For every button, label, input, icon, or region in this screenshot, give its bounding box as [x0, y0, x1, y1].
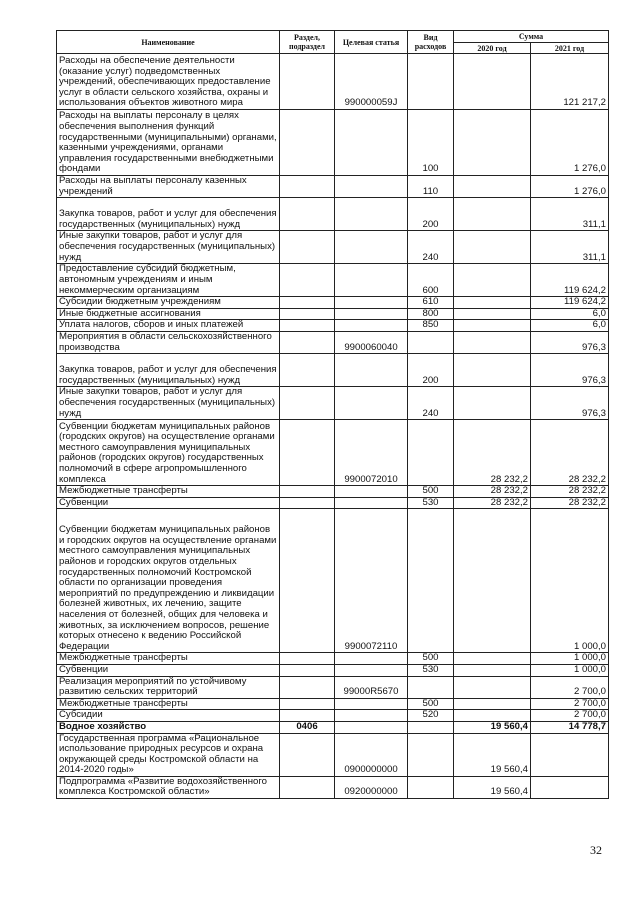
row-name: Субсидии бюджетным учреждениям	[57, 297, 280, 309]
table-row	[57, 387, 609, 420]
row-target	[335, 698, 408, 710]
row-sum-2021: 1 000,0	[531, 664, 609, 676]
row-sum-2021	[531, 733, 609, 776]
row-target	[335, 231, 408, 264]
row-type: 500	[408, 698, 454, 710]
row-sum-2021: 28 232,2	[531, 497, 609, 509]
row-sum-2020	[454, 198, 531, 231]
table-row	[57, 308, 609, 320]
table-row	[57, 198, 609, 231]
table-row	[57, 776, 609, 798]
row-sum-2020: 28 232,2	[454, 497, 531, 509]
row-section	[280, 231, 335, 264]
row-name: Мероприятия в области сельскохозяйственного производства	[57, 331, 280, 353]
row-type	[408, 676, 454, 698]
row-sum-2020: 19 560,4	[454, 721, 531, 733]
table-row	[57, 231, 609, 264]
row-sum-2020	[454, 710, 531, 722]
row-sum-2021: 1 276,0	[531, 110, 609, 176]
row-section	[280, 664, 335, 676]
row-type	[408, 776, 454, 798]
row-name: Субвенции	[57, 664, 280, 676]
row-section	[280, 509, 335, 653]
row-sum-2021: 1 000,0	[531, 653, 609, 665]
row-target	[335, 110, 408, 176]
row-name: Предоставление субсидий бюджетным, автономным учреждениям и иным некоммерческим организациям	[57, 264, 280, 297]
row-sum-2021: 119 624,2	[531, 264, 609, 297]
table-row	[57, 733, 609, 776]
row-sum-2020	[454, 354, 531, 387]
row-sum-2020: 19 560,4	[454, 776, 531, 798]
row-sum-2021: 2 700,0	[531, 698, 609, 710]
row-section	[280, 176, 335, 198]
table-row	[57, 176, 609, 198]
row-type: 610	[408, 297, 454, 309]
row-sum-2020	[454, 664, 531, 676]
row-sum-2020	[454, 264, 531, 297]
row-section	[280, 297, 335, 309]
row-type: 800	[408, 308, 454, 320]
row-sum-2020	[454, 387, 531, 420]
row-sum-2021: 976,3	[531, 331, 609, 353]
row-section	[280, 497, 335, 509]
row-section	[280, 331, 335, 353]
row-sum-2020	[454, 176, 531, 198]
row-sum-2021: 2 700,0	[531, 710, 609, 722]
header-year-2020: 2020 год	[454, 43, 531, 54]
row-sum-2020	[454, 331, 531, 353]
table-row	[57, 509, 609, 653]
row-target	[335, 308, 408, 320]
row-type: 530	[408, 664, 454, 676]
header-type: Вид расходов	[408, 31, 454, 54]
row-sum-2021: 28 232,2	[531, 420, 609, 486]
row-sum-2021: 311,1	[531, 231, 609, 264]
row-target	[335, 297, 408, 309]
row-sum-2021: 976,3	[531, 354, 609, 387]
row-type: 110	[408, 176, 454, 198]
row-target: 990000059J	[335, 54, 408, 110]
row-section	[280, 354, 335, 387]
row-name: Государственная программа «Рациональное использование природных ресурсов и охрана окружающей среды Костромской области на 2014-2020 годы»	[57, 733, 280, 776]
header-section: Раздел, подраздел	[280, 31, 335, 54]
table-row	[57, 676, 609, 698]
row-name: Субсидии	[57, 710, 280, 722]
row-target: 99000R5670	[335, 676, 408, 698]
row-type: 100	[408, 110, 454, 176]
row-target: 0920000000	[335, 776, 408, 798]
row-target	[335, 176, 408, 198]
row-sum-2020	[454, 297, 531, 309]
row-name: Иные бюджетные ассигнования	[57, 308, 280, 320]
row-type	[408, 721, 454, 733]
row-section	[280, 110, 335, 176]
row-sum-2020	[454, 320, 531, 332]
row-target: 0900000000	[335, 733, 408, 776]
row-sum-2020	[454, 110, 531, 176]
table-row	[57, 698, 609, 710]
row-type: 240	[408, 231, 454, 264]
table-row	[57, 486, 609, 498]
row-name: Иные закупки товаров, работ и услуг для обеспечения государственных (муниципальных) нужд	[57, 231, 280, 264]
table-row	[57, 664, 609, 676]
row-target	[335, 354, 408, 387]
row-name: Межбюджетные трансферты	[57, 486, 280, 498]
row-sum-2020	[454, 698, 531, 710]
row-sum-2020: 28 232,2	[454, 420, 531, 486]
page-number: 32	[590, 843, 602, 857]
table-row	[57, 710, 609, 722]
row-name: Межбюджетные трансферты	[57, 698, 280, 710]
row-sum-2020	[454, 231, 531, 264]
row-section	[280, 387, 335, 420]
row-sum-2021: 6,0	[531, 308, 609, 320]
row-name: Субвенции	[57, 497, 280, 509]
row-sum-2020	[454, 54, 531, 110]
row-sum-2021: 1 000,0	[531, 509, 609, 653]
table-body	[57, 54, 609, 799]
budget-table	[56, 30, 609, 799]
row-target: 9900072010	[335, 420, 408, 486]
header-target: Целевая статья	[335, 31, 408, 54]
table-row	[57, 721, 609, 733]
row-sum-2021: 119 624,2	[531, 297, 609, 309]
table-row	[57, 331, 609, 353]
row-type	[408, 331, 454, 353]
row-section	[280, 308, 335, 320]
row-name: Иные закупки товаров, работ и услуг для обеспечения государственных (муниципальных) нужд	[57, 387, 280, 420]
row-sum-2021: 1 276,0	[531, 176, 609, 198]
row-type	[408, 54, 454, 110]
row-section	[280, 320, 335, 332]
table-row	[57, 264, 609, 297]
row-type: 200	[408, 198, 454, 231]
row-target	[335, 664, 408, 676]
row-type: 500	[408, 653, 454, 665]
row-sum-2021: 976,3	[531, 387, 609, 420]
row-section	[280, 420, 335, 486]
row-section	[280, 698, 335, 710]
row-section: 0406	[280, 721, 335, 733]
row-section	[280, 710, 335, 722]
row-type: 200	[408, 354, 454, 387]
row-section	[280, 264, 335, 297]
row-sum-2021: 2 700,0	[531, 676, 609, 698]
row-sum-2020	[454, 308, 531, 320]
header-sum: Сумма	[454, 31, 609, 43]
row-name: Водное хозяйство	[57, 721, 280, 733]
table-row	[57, 420, 609, 486]
table-header	[57, 31, 609, 54]
row-sum-2020	[454, 653, 531, 665]
row-type: 530	[408, 497, 454, 509]
row-sum-2020: 19 560,4	[454, 733, 531, 776]
row-name: Субвенции бюджетам муниципальных районов (городских округов) на осуществление органами местного самоуправления муниципальных районов (городских округов) государственных полномочий в сфере агропромышленного комплекса	[57, 420, 280, 486]
table-row	[57, 653, 609, 665]
row-section	[280, 198, 335, 231]
row-target	[335, 320, 408, 332]
table-row	[57, 354, 609, 387]
table-row	[57, 110, 609, 176]
row-name: Расходы на обеспечение деятельности (оказание услуг) подведомственных учреждений, обеспечивающих предоставление услуг в области сельского хозяйства, охраны и использования объектов животного мира	[57, 54, 280, 110]
table-row	[57, 497, 609, 509]
row-name: Подпрограмма «Развитие водохозяйственного комплекса Костромской области»	[57, 776, 280, 798]
row-name: Расходы на выплаты персоналу казенных учреждений	[57, 176, 280, 198]
row-sum-2020	[454, 509, 531, 653]
row-name: Реализация мероприятий по устойчивому развитию сельских территорий	[57, 676, 280, 698]
row-target	[335, 653, 408, 665]
row-sum-2021: 6,0	[531, 320, 609, 332]
row-target	[335, 198, 408, 231]
row-target	[335, 387, 408, 420]
table-row	[57, 320, 609, 332]
row-name: Субвенции бюджетам муниципальных районов и городских округов на осуществление органами местного самоуправления муниципальных районов и городских округов отдельных государственных полномочий Костромской области по организации проведения мероприятий по предупреждению и ликвидации болезней животных, их лечению, защите населения от болезней, общих для человека и животных, за исключением вопросов, решение которых отнесено к ведению Российской Федерации	[57, 509, 280, 653]
row-name: Межбюджетные трансферты	[57, 653, 280, 665]
row-target: 9900060040	[335, 331, 408, 353]
row-name: Уплата налогов, сборов и иных платежей	[57, 320, 280, 332]
row-sum-2021	[531, 776, 609, 798]
row-section	[280, 653, 335, 665]
row-type	[408, 733, 454, 776]
row-sum-2021: 14 778,7	[531, 721, 609, 733]
row-type: 850	[408, 320, 454, 332]
row-type	[408, 420, 454, 486]
row-type: 600	[408, 264, 454, 297]
header-name: Наименование	[57, 31, 280, 54]
row-sum-2021: 121 217,2	[531, 54, 609, 110]
row-sum-2021: 28 232,2	[531, 486, 609, 498]
row-target	[335, 721, 408, 733]
row-type	[408, 509, 454, 653]
header-year-2021: 2021 год	[531, 43, 609, 54]
row-section	[280, 54, 335, 110]
row-target	[335, 264, 408, 297]
row-section	[280, 733, 335, 776]
row-target	[335, 710, 408, 722]
row-type: 520	[408, 710, 454, 722]
row-sum-2020: 28 232,2	[454, 486, 531, 498]
table-row	[57, 54, 609, 110]
row-name: Расходы на выплаты персоналу в целях обеспечения выполнения функций государственными (муниципальными) органами, казенными учреждениями, органами управления государственными внебюджетными фондами	[57, 110, 280, 176]
row-type: 240	[408, 387, 454, 420]
row-section	[280, 776, 335, 798]
table-row	[57, 297, 609, 309]
row-section	[280, 486, 335, 498]
row-name: Закупка товаров, работ и услуг для обеспечения государственных (муниципальных) нужд	[57, 198, 280, 231]
row-name: Закупка товаров, работ и услуг для обеспечения государственных (муниципальных) нужд	[57, 354, 280, 387]
row-target	[335, 486, 408, 498]
row-sum-2021: 311,1	[531, 198, 609, 231]
row-target	[335, 497, 408, 509]
row-target: 9900072110	[335, 509, 408, 653]
row-section	[280, 676, 335, 698]
row-sum-2020	[454, 676, 531, 698]
row-type: 500	[408, 486, 454, 498]
